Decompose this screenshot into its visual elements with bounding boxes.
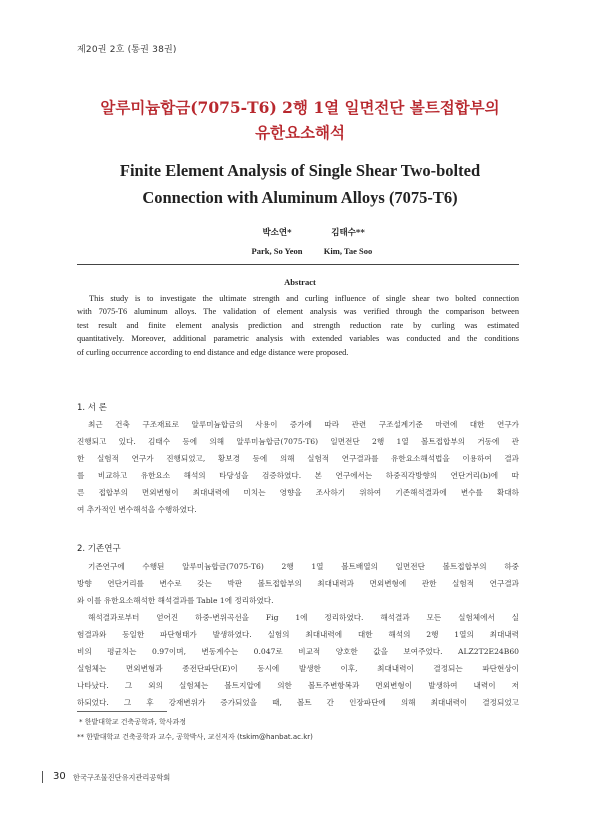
journal-volume-header: 제20권 2호 (통권 38권) <box>77 45 177 55</box>
korean-title-line-2: 유한요소해석 <box>255 123 345 142</box>
body-line: 험결과와 동일한 파단형태가 발생하였다. 실험의 최대내력에 대한 해석의 2행 1열의 최대내력 <box>77 630 519 639</box>
body-line: 실험체는 면외변형과 종전단파단(E)이 동시에 발생한 이후, 최대내력이 결정되는 파단현상이 <box>77 664 519 673</box>
english-title-line-2: Connection with Aluminum Alloys (7075-T6) <box>142 188 458 207</box>
body-line: 나타났다. 그 외의 실험체는 볼트지압에 의한 볼트주변항복과 면외변형이 발생하여 내력이 저 <box>77 681 519 690</box>
body-line: 진행되고 있다. 김태수 등에 의해 알루미늄합금(7075-T6) 일면전단 2행 1열 볼트접합부의 거동에 관 <box>77 437 519 446</box>
footnote-author-2: ** 한밭대학교 건축공학과 교수, 공학박사, 교신저자 (tskim@hanbat.ac.kr) <box>77 733 313 741</box>
section-heading-introduction: 1. 서 론 <box>77 403 107 413</box>
author-2-english-name: Kim, Tae Soo <box>323 246 373 256</box>
journal-name: 한국구조물진단유지관리공학회 <box>73 773 171 782</box>
body-line: 기존연구에 수행된 알루미늄합금(7075-T6) 2행 1열 볼트배열의 일면전단 볼트접합부의 하중 <box>88 562 519 571</box>
body-line: 비의 평균치는 0.97이며, 변동계수는 0.047로 비교적 양호한 값을 보여주었다. ALZ2T2E24B60 <box>77 647 519 656</box>
body-line: 와 이를 유한요소해석한 해석결과를 Table 1에 정리하였다. <box>77 596 274 605</box>
abstract-line: This study is to investigate the ultimate strength and curling influence of single shear two bolted connection <box>89 294 519 303</box>
author-2-korean-name: 김태수** <box>331 228 365 238</box>
body-line: 른 접합부의 면외변형이 최대내력에 미치는 영향을 조사하기 위하여 기존해석결과에 변수를 확대하 <box>77 488 519 497</box>
abstract-line: test result and finite element analysis prediction and strength reduction rate by curling was estimated <box>77 321 519 330</box>
title-divider <box>77 264 519 265</box>
author-1-english-name: Park, So Yeon <box>251 246 303 256</box>
author-1-korean-name: 박소연* <box>262 228 292 238</box>
abstract-line: quantitatively. Moreover, additional parametric analysis with extended variables was conducted and the conditions <box>77 334 519 343</box>
author-2 <box>298 227 398 257</box>
body-line: 최근 건축 구조재료로 알루미늄합금의 사용이 증가에 따라 관련 구조설계기준 마련에 대한 연구가 <box>88 420 519 429</box>
body-line: 한 실험적 연구가 진행되었고, 황보경 등에 의해 실험적 연구결과를 유한요소해석법을 이용하여 결과 <box>77 454 519 463</box>
footnote-author-1: * 한밭대학교 건축공학과, 학사과정 <box>79 718 187 726</box>
body-line: 하되었다. 그 후 강재변위가 증가되었을 때, 볼트 간 인장파단에 의해 최대내력이 결정되었고 <box>77 698 519 707</box>
korean-title-line-1: 알루미늄합금(7075-T6) 2행 1열 일면전단 볼트접합부의 <box>100 98 500 117</box>
body-line: 방향 연단거리를 변수로 갖는 박판 볼트접합부의 최대내력과 면외변형에 관한 실험적 연구결과 <box>77 579 519 588</box>
footer-divider-bar <box>42 771 43 783</box>
abstract-line: with 7075-T6 aluminum alloys. The validation of element analysis was verified through the comparison between <box>77 307 519 316</box>
page-number: 30 <box>53 771 66 782</box>
section-heading-previous-research: 2. 기존연구 <box>77 544 121 554</box>
body-line: 해석결과로부터 얻어진 하중-변위곡선을 Fig 1에 정리하였다. 해석결과 모든 실험체에서 실 <box>88 613 519 622</box>
body-line: 여 추가적인 변수해석을 수행하였다. <box>77 505 197 514</box>
abstract-line: of curling occurrence according to end distance and edge distance were proposed. <box>77 348 349 357</box>
footnote-divider <box>77 711 167 712</box>
english-title-line-1: Finite Element Analysis of Single Shear Two-bolted <box>119 161 481 180</box>
body-line: 를 비교하고 유한요소 해석의 타당성을 검증하였다. 본 연구에서는 하중직각방향의 연단거리(b)에 따 <box>77 471 519 480</box>
abstract-heading: Abstract <box>284 277 316 287</box>
